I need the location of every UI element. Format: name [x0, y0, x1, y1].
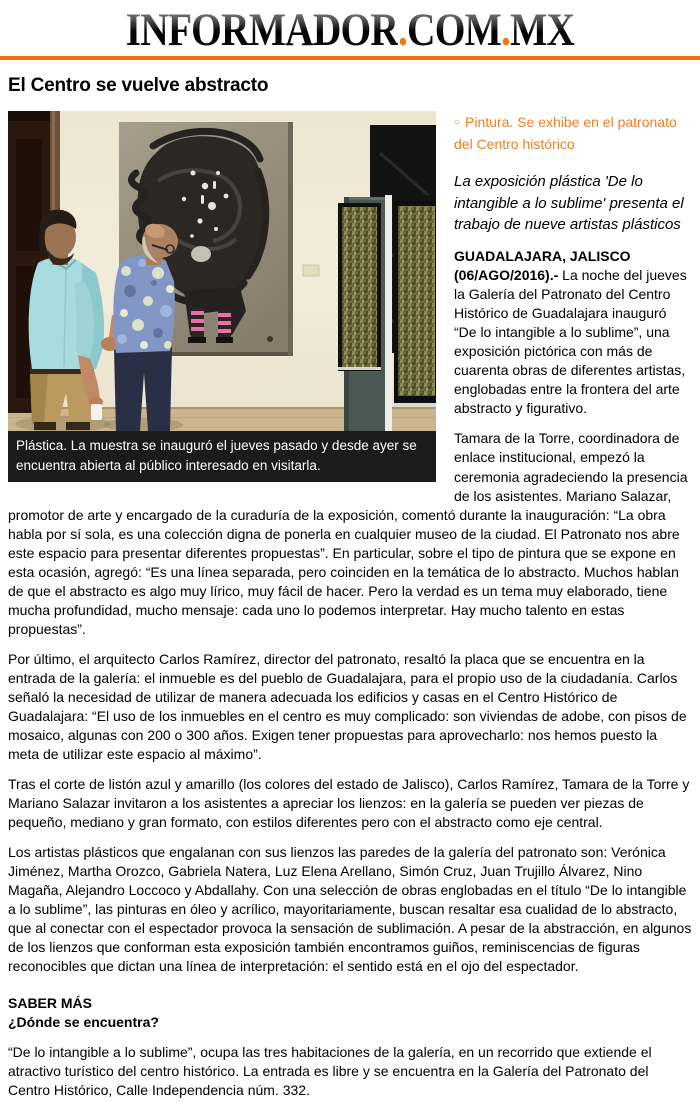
article-summary: La exposición plástica 'De lo intangible a lo sublime' presenta el trabajo de nueve artistas plásticos — [454, 173, 684, 233]
article-title: El Centro se vuelve abstracto — [8, 75, 269, 97]
saber-mas-text: “De lo intangible a lo sublime”, ocupa las tres habitaciones de la galería, en un recorrido que extiende el atractivo turístico del centro histórico. La entrada es libre y se encuentra en la Galería del Patronato del Centro Histórico, Calle Independencia núm. 332. — [8, 1044, 652, 1099]
body-paragraph: Tamara de la Torre, coordinadora de enlace institucional, empezó la ceremonia agradeciendo la presencia de los asistentes. Mariano Salazar, promotor de arte y encargado de la curaduría de la exposición, comentó durante la inauguración: “La obra habla por sí sola, es una colección digna de ponerla en cualquier museo de la ciudad. El Patronato nos abre este espacio para presentar diferentes propuestas”. En particular, sobre el tipo de pintura que se expone en esta ocasión, agregó: “Es una línea separada, pero coinciden en la temática de lo abstracto. Muchos hablan de que el abstracto es algo muy lírico, muy fácil de hacer. Pero la verdad es un tema muy elaborado, tiene mucha profundidad, mucho mensaje: cada uno lo podemos interpretar. Hay mucho talento en estas propuestas”. — [8, 430, 688, 637]
saber-mas-title: SABER MÁS — [8, 995, 93, 1012]
lead-text: La noche del jueves la Galería del Patronato del Centro Histórico de Guadalajara inauguró “De lo intangible a lo sublime”, una exposición pictórica con más de cuarenta obras de diferentes artistas, englobadas entre la frontera del arte abstracto y figurativo. — [454, 267, 687, 417]
bullet-circle-icon: ○ — [454, 117, 461, 129]
body-paragraph: Por último, el arquitecto Carlos Ramírez, director del patronato, resaltó la placa que se encuentra en la entrada de la galería: el inmueble es del pueblo de Guadalajara, para el propio uso de la ciudadanía. Carlos señaló la necesidad de utilizar de manera adecuada los edificios y casas en el Centro Histórico de Guadalajara: “El uso de los inmuebles en el centro es muy complicado: son viviendas de adobe, con pisos de mosaico, algunas con 200 o 300 años. Exigen tener propuestas para aprovecharlo: nos hemos puesto la meta de utilizar este espacio al máximo”. — [8, 650, 687, 762]
saber-mas-question: ¿Dónde se encuentra? — [8, 1014, 159, 1031]
article-page — [0, 75, 700, 1100]
body-paragraph: Los artistas plásticos que engalanan con sus lienzos las paredes de la galería del patronato son: Verónica Jiménez, Martha Orozco, Gabriela Natera, Luz Elena Arellano, Simón Cruz, Juan Trujillo Álvarez, Nino Magaña, Alejandro Loccoco y Abdallahy. Con una selección de obras englobadas en el título “De lo intangible a lo sublime”, las pinturas en óleo y acrílico, mayoritariamente, buscan resaltar esa cualidad de lo abstracto, que al conectar con el espectador provoca la sensación de sublimación. A pesar de la abstracción, en algunos de los lienzos que conforman esta exposición también encontramos guiños, reminiscencias de figuras reconocibles que dictan una línea de interpretación: el sentido está en el ojo del espectador. — [8, 844, 692, 975]
photo-caption: Plástica. La muestra se inauguró el jueves pasado y desde ayer se encuentra abierta al público interesado en visitarla. — [8, 431, 436, 482]
saber-mas-heading — [8, 994, 692, 1032]
logo-word-3: MX — [510, 4, 575, 56]
kicker-label: Pintura. Se exhibe en el patronato del Centro histórico — [454, 114, 677, 153]
wall-label-card — [303, 265, 319, 276]
dateline: GUADALAJARA, JALISCO (06/AGO/2016).- — [454, 248, 631, 284]
gallery-photo-illustration — [8, 111, 436, 431]
body-paragraph: Tras el corte de listón azul y amarillo (los colores del estado de Jalisco), Carlos Ramírez, Tamara de la Torre y Mariano Salazar invitaron a los asistentes a apreciar los lienzos: en la galería se pueden ver piezas de pequeño, mediano y gran formato, con estilos diferentes pero con el abstracto como eje central. — [8, 775, 690, 831]
logo-word-1: INFORMADOR — [125, 4, 399, 56]
masthead-divider — [0, 56, 700, 60]
logo-word-2: COM — [407, 4, 502, 56]
site-logo[interactable] — [125, 4, 575, 56]
masthead — [0, 0, 700, 56]
logo-dot-2: . — [501, 4, 511, 56]
article-photo — [8, 111, 436, 482]
logo-dot-1: . — [398, 4, 408, 56]
